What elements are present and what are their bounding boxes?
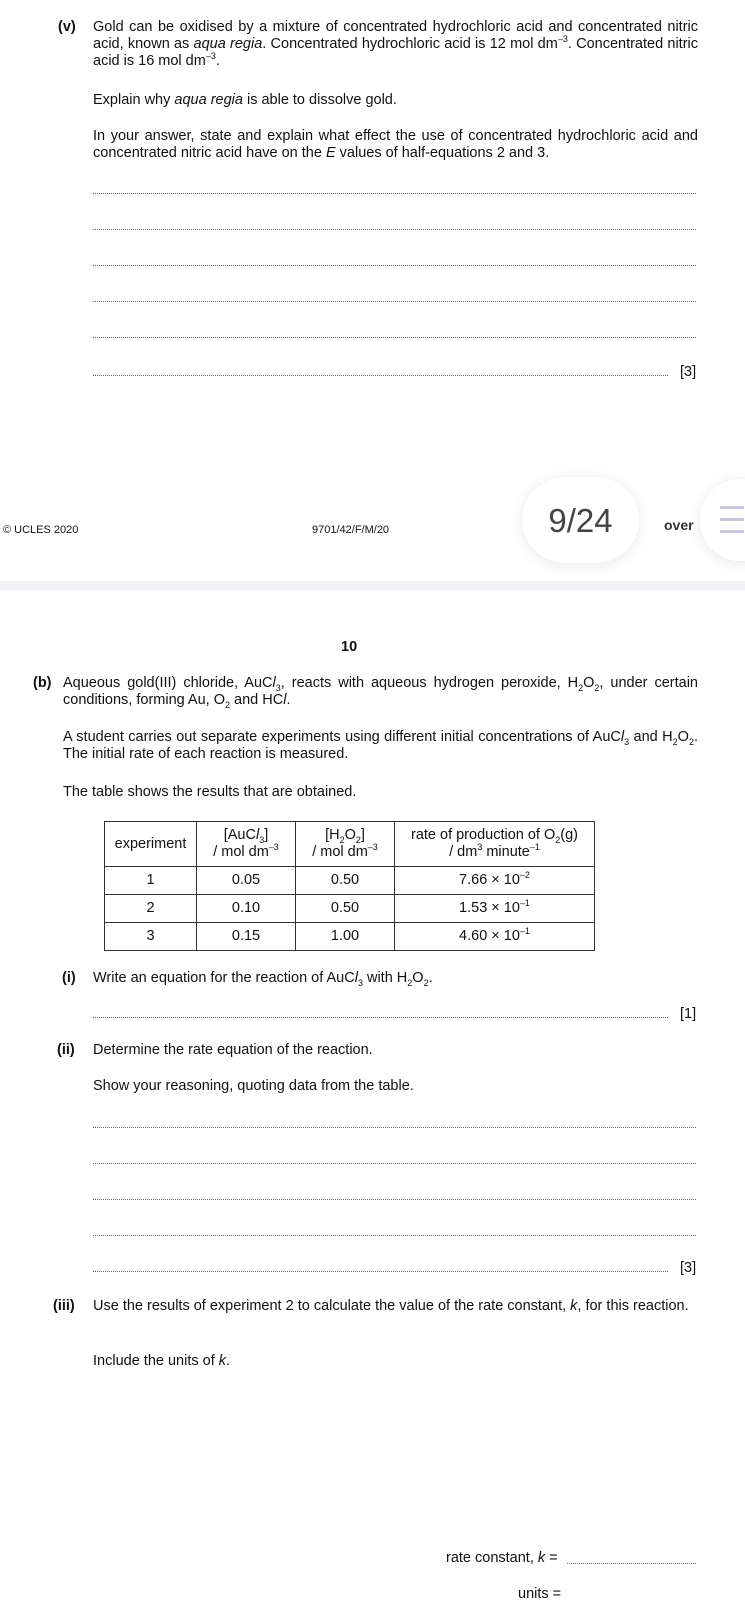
cell-experiment: 2: [105, 895, 197, 923]
marks-v: [3]: [680, 364, 697, 380]
table-row: [105, 895, 595, 923]
cell-auc: 0.05: [197, 867, 296, 895]
cell-rate: $1.53 \times 10^{-1}$: [395, 895, 595, 923]
cell-auc: 0.10: [197, 895, 296, 923]
question-v-paragraph-1: Gold can be oxidised by a mixture of concentrated hydrochloric acid and concentrated nitric acid, known as aqua regia. Concentrated hydrochloric acid is 12 mol $dm^{-3}$. Concentrated nitric acid is 16 mol $dm^{-3}$.: [93, 19, 698, 69]
cell-auc: 0.15: [197, 923, 296, 951]
footer-over: over: [664, 517, 694, 533]
cell-h2o2: 1.00: [296, 923, 395, 951]
question-label-b: (b): [33, 675, 52, 691]
question-b-paragraph-2: A student carries out separate experiments using different initial concentrations of AuCl$_3$ and $H_2O_2$. The initial rate of each reaction is measured.: [63, 729, 698, 762]
question-ii-instruction: Show your reasoning, quoting data from the table.: [93, 1078, 414, 1094]
marks-ii: [3]: [680, 1260, 697, 1276]
rate-constant-label: rate constant, k =: [446, 1550, 558, 1566]
menu-icon: [720, 506, 744, 509]
answer-line[interactable]: [93, 1127, 696, 1128]
footer-copyright: © UCLES 2020: [3, 524, 79, 536]
table-header-row: [105, 822, 595, 867]
question-b-paragraph-3: The table shows the results that are obtained.: [63, 784, 357, 800]
cell-rate: $4.60 \times 10^{-1}$: [395, 923, 595, 951]
header-auc-concentration: [AuCl$_3$] / mol $dm^{-3}$: [197, 822, 296, 867]
menu-button[interactable]: [700, 479, 745, 561]
question-ii-text: Determine the rate equation of the reaction.: [93, 1042, 373, 1058]
results-table: [104, 821, 595, 951]
answer-line[interactable]: [93, 1163, 696, 1164]
cell-experiment: 1: [105, 867, 197, 895]
question-label-ii: (ii): [57, 1042, 75, 1058]
menu-icon-line: [720, 518, 744, 521]
question-iii-text: Use the results of experiment 2 to calculate the value of the rate constant, k, for this reaction.: [93, 1298, 689, 1314]
rate-constant-answer-line[interactable]: [567, 1563, 696, 1564]
question-b-paragraph-1: Aqueous gold(III) chloride, AuCl$_3$, reacts with aqueous hydrogen peroxide, $H_2O_2$, under certain conditions, forming Au, $O_2$ and HCl.: [63, 675, 698, 710]
answer-line[interactable]: [93, 1199, 696, 1200]
header-experiment: experiment: [105, 822, 197, 867]
table-row: [105, 923, 595, 951]
cell-h2o2: 0.50: [296, 895, 395, 923]
answer-line[interactable]: [93, 1235, 696, 1236]
answer-line[interactable]: [93, 337, 696, 338]
cell-rate: $7.66 \times 10^{-2}$: [395, 867, 595, 895]
question-v-paragraph-2: Explain why aqua regia is able to dissolve gold.: [93, 92, 397, 108]
question-label-v: (v): [58, 19, 76, 35]
marks-i: [1]: [680, 1006, 697, 1022]
answer-line[interactable]: [93, 193, 696, 194]
page-indicator-text: 9/24: [548, 501, 613, 539]
units-label: units =: [518, 1586, 562, 1602]
answer-line[interactable]: [93, 1271, 668, 1272]
footer-paper-code: 9701/42/F/M/20: [312, 524, 390, 536]
answer-line[interactable]: [93, 1017, 668, 1018]
answer-line[interactable]: [93, 229, 696, 230]
answer-line[interactable]: [93, 301, 696, 302]
answer-line[interactable]: [93, 375, 668, 376]
question-label-i: (i): [62, 970, 76, 986]
question-iii-instruction: Include the units of k.: [93, 1353, 231, 1369]
cell-h2o2: 0.50: [296, 867, 395, 895]
page-separator: [0, 581, 745, 590]
answer-line[interactable]: [93, 265, 696, 266]
menu-icon-line: [720, 530, 744, 533]
header-rate: rate of production of $O_2(g)$ / $dm^3$ minute$^{-1}$: [395, 822, 595, 867]
page-indicator[interactable]: [522, 477, 639, 563]
page-number: 10: [341, 639, 358, 655]
table-row: [105, 867, 595, 895]
question-v-paragraph-3: In your answer, state and explain what effect the use of concentrated hydrochloric acid and concentrated nitric acid have on the E values of half-equations 2 and 3.: [93, 128, 698, 161]
question-i-text: Write an equation for the reaction of AuCl$_3$ with $H_2O_2$.: [93, 970, 433, 988]
header-h2o2-concentration: $[H_2O_2]$ / mol $dm^{-3}$: [296, 822, 395, 867]
question-label-iii: (iii): [53, 1298, 75, 1314]
cell-experiment: 3: [105, 923, 197, 951]
